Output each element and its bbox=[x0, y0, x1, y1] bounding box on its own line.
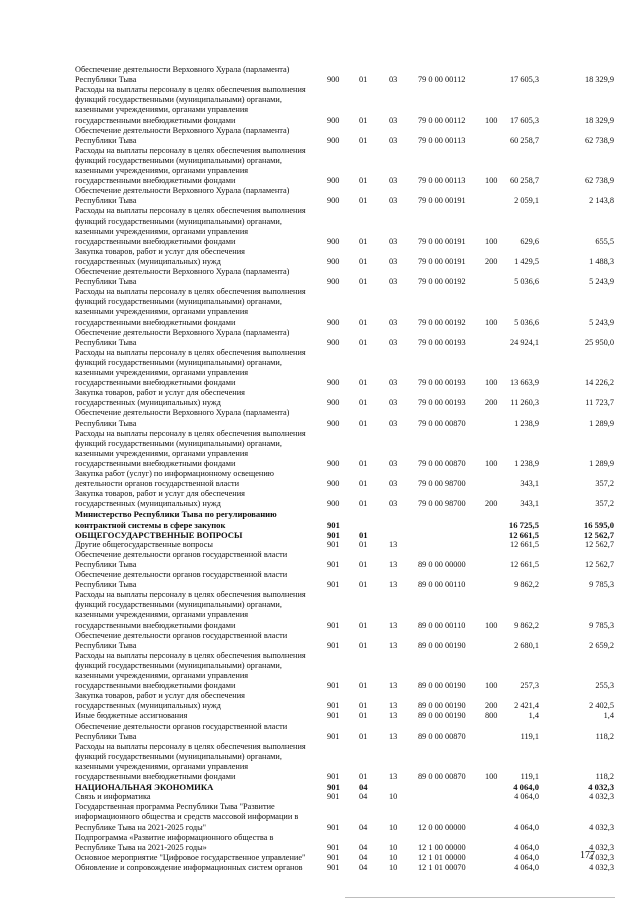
subsection-code: 10 bbox=[389, 862, 398, 872]
target-article-code: 89 0 00 00190 bbox=[418, 640, 466, 650]
amount-year-1: 4 064,0 bbox=[514, 792, 539, 802]
row-name: Республики Тыва bbox=[75, 196, 137, 206]
admin-code: 900 bbox=[327, 398, 340, 408]
row-name: Обеспечение деятельности органов государственной власти bbox=[75, 721, 288, 731]
admin-code: 900 bbox=[327, 317, 340, 327]
row-name: деятельности органов государственной власти bbox=[75, 479, 240, 489]
row-name: Республике Тыва на 2021-2025 годы» bbox=[75, 842, 207, 852]
admin-code: 901 bbox=[327, 822, 340, 832]
expense-type-code: 200 bbox=[485, 398, 498, 408]
row-name: Расходы на выплаты персоналу в целях обеспечения выполнения bbox=[75, 287, 306, 297]
row-name: функций государственными (муниципальными) органами, bbox=[75, 600, 282, 610]
section-code: 01 bbox=[359, 539, 368, 549]
row-name: Расходы на выплаты персоналу в целях обеспечения выполнения bbox=[75, 650, 306, 660]
section-code: 01 bbox=[359, 711, 368, 721]
row-name: Закупка товаров, работ и услуг для обеспечения bbox=[75, 489, 245, 499]
target-article-code: 79 0 00 00191 bbox=[418, 196, 466, 206]
admin-code: 901 bbox=[327, 731, 340, 741]
row-name: Другие общегосударственные вопросы bbox=[75, 539, 213, 549]
row-name: функций государственными (муниципальными) органами, bbox=[75, 357, 282, 367]
row-name: Расходы на выплаты персоналу в целях обеспечения выполнения bbox=[75, 145, 306, 155]
target-article-code: 12 1 01 00070 bbox=[418, 862, 466, 872]
section-code: 01 bbox=[359, 418, 368, 428]
amount-year-1: 12 661,5 bbox=[509, 539, 539, 549]
expense-type-code: 100 bbox=[485, 772, 498, 781]
section-code: 01 bbox=[359, 620, 368, 630]
row-name: Подпрограмма «Развитие информационного общества в bbox=[75, 832, 274, 842]
amount-year-2: 357,2 bbox=[595, 499, 614, 509]
subsection-code: 03 bbox=[389, 115, 398, 125]
amount-year-2: 255,3 bbox=[595, 681, 614, 691]
amount-year-2: 62 738,9 bbox=[584, 176, 614, 186]
subsection-code: 03 bbox=[389, 75, 398, 85]
amount-year-1: 2 680,1 bbox=[514, 640, 539, 650]
amount-year-2: 1 289,9 bbox=[589, 418, 614, 428]
subsection-code: 03 bbox=[389, 236, 398, 246]
section-code: 01 bbox=[359, 256, 368, 266]
target-article-code: 89 0 00 00110 bbox=[418, 580, 466, 590]
amount-year-1: 4 064,0 bbox=[514, 862, 539, 872]
expense-type-code: 100 bbox=[485, 458, 498, 468]
amount-year-1: 4 064,0 bbox=[513, 782, 539, 793]
amount-year-2: 1 488,3 bbox=[589, 256, 614, 266]
amount-year-1: 12 661,5 bbox=[509, 559, 539, 569]
expense-type-code: 200 bbox=[485, 701, 498, 711]
row-name: ОБЩЕГОСУДАРСТВЕННЫЕ ВОПРОСЫ bbox=[75, 529, 243, 540]
admin-code: 900 bbox=[327, 479, 340, 489]
row-name: функций государственными (муниципальными) органами, bbox=[75, 95, 282, 105]
amount-year-1: 629,6 bbox=[520, 236, 539, 246]
expense-type-code: 200 bbox=[485, 499, 498, 509]
section-code: 04 bbox=[359, 842, 368, 852]
amount-year-1: 4 064,0 bbox=[514, 852, 539, 862]
row-name: государственными внебюджетными фондами bbox=[75, 236, 236, 246]
row-name: казенными учреждениями, органами управления bbox=[75, 105, 249, 115]
admin-code: 900 bbox=[327, 378, 340, 388]
row-name: государственных (муниципальных) нужд bbox=[75, 256, 221, 266]
row-name: Обеспечение деятельности органов государственной власти bbox=[75, 570, 288, 579]
row-name: Обеспечение деятельности органов государственной власти bbox=[75, 630, 288, 640]
amount-year-1: 2 059,1 bbox=[514, 196, 539, 206]
row-name: казенными учреждениями, органами управления bbox=[75, 226, 249, 236]
admin-code: 900 bbox=[327, 256, 340, 266]
row-name: Закупка товаров, работ и услуг для обеспечения bbox=[75, 246, 245, 256]
subsection-code: 03 bbox=[389, 317, 398, 327]
amount-year-1: 24 924,1 bbox=[509, 337, 539, 347]
amount-year-2: 655,5 bbox=[595, 236, 614, 246]
expense-type-code: 100 bbox=[485, 620, 498, 630]
row-name: казенными учреждениями, органами управления bbox=[75, 671, 249, 680]
amount-year-2: 1 289,9 bbox=[589, 458, 614, 468]
row-name: Закупка товаров, работ и услуг для обеспечения bbox=[75, 691, 245, 701]
row-name: Республики Тыва bbox=[75, 135, 137, 145]
row-name: Республики Тыва bbox=[75, 640, 137, 650]
amount-year-2: 62 738,9 bbox=[584, 135, 614, 145]
row-name: Связь и информатика bbox=[75, 792, 151, 802]
amount-year-2: 16 595,0 bbox=[583, 519, 614, 530]
subsection-code: 13 bbox=[389, 711, 398, 721]
subsection-code: 13 bbox=[389, 559, 398, 569]
admin-code: 900 bbox=[327, 115, 340, 125]
row-name: государственными внебюджетными фондами bbox=[75, 378, 236, 388]
target-article-code: 79 0 00 00193 bbox=[418, 378, 466, 388]
target-article-code: 12 1 00 00000 bbox=[418, 842, 466, 852]
subsection-code: 03 bbox=[389, 479, 398, 489]
section-code: 04 bbox=[359, 782, 368, 793]
target-article-code: 89 0 00 00190 bbox=[418, 701, 466, 711]
section-code: 04 bbox=[359, 862, 368, 872]
subsection-code: 13 bbox=[389, 731, 398, 741]
amount-year-2: 18 329,9 bbox=[584, 75, 614, 85]
row-name: Расходы на выплаты персоналу в целях обеспечения выполнения bbox=[75, 428, 306, 438]
row-name: государственными внебюджетными фондами bbox=[75, 458, 236, 468]
admin-code: 901 bbox=[327, 862, 340, 872]
row-name: Республики Тыва bbox=[75, 337, 137, 347]
target-article-code: 12 1 01 00000 bbox=[418, 852, 466, 862]
admin-code: 900 bbox=[327, 236, 340, 246]
section-code: 01 bbox=[359, 398, 368, 408]
section-code: 01 bbox=[359, 499, 368, 509]
target-article-code: 79 0 00 00870 bbox=[418, 418, 466, 428]
row-name: Республики Тыва bbox=[75, 277, 137, 287]
amount-year-2: 12 562,7 bbox=[584, 559, 614, 569]
amount-year-1: 9 862,2 bbox=[514, 620, 539, 630]
target-article-code: 89 0 00 00190 bbox=[418, 681, 466, 691]
admin-code: 900 bbox=[327, 337, 340, 347]
row-name: казенными учреждениями, органами управления bbox=[75, 368, 249, 377]
row-name: Обеспечение деятельности Верховного Хурала (парламента) bbox=[75, 65, 290, 74]
target-article-code: 89 0 00 00190 bbox=[418, 711, 466, 721]
subsection-code: 03 bbox=[389, 176, 398, 186]
subsection-code: 13 bbox=[389, 701, 398, 711]
row-name: Расходы на выплаты персоналу в целях обеспечения выполнения bbox=[75, 741, 306, 751]
amount-year-2: 11 723,7 bbox=[585, 398, 614, 408]
subsection-code: 03 bbox=[389, 458, 398, 468]
admin-code: 901 bbox=[327, 580, 340, 590]
amount-year-1: 5 036,6 bbox=[514, 277, 539, 287]
section-code: 01 bbox=[359, 378, 368, 388]
row-name: функций государственными (муниципальными) органами, bbox=[75, 751, 282, 761]
amount-year-1: 5 036,6 bbox=[514, 317, 539, 327]
admin-code: 901 bbox=[327, 782, 340, 793]
subsection-code: 10 bbox=[389, 842, 398, 852]
row-name: Обеспечение деятельности Верховного Хурала (парламента) bbox=[75, 125, 290, 135]
section-code: 01 bbox=[359, 681, 368, 691]
section-code: 01 bbox=[359, 135, 368, 145]
row-name: Республики Тыва bbox=[75, 559, 137, 569]
section-code: 01 bbox=[359, 317, 368, 327]
subsection-code: 03 bbox=[389, 277, 398, 287]
subsection-code: 03 bbox=[389, 398, 398, 408]
section-code: 01 bbox=[359, 701, 368, 711]
row-name: государственными внебюджетными фондами bbox=[75, 620, 236, 630]
amount-year-1: 11 260,3 bbox=[510, 398, 539, 408]
target-article-code: 89 0 00 00000 bbox=[418, 559, 466, 569]
row-name: Республики Тыва bbox=[75, 731, 137, 741]
admin-code: 900 bbox=[327, 418, 340, 428]
admin-code: 901 bbox=[327, 701, 340, 711]
admin-code: 901 bbox=[327, 640, 340, 650]
row-name: Обновление и сопровождение информационных систем органов bbox=[75, 862, 303, 872]
subsection-code: 13 bbox=[389, 620, 398, 630]
row-name: Иные бюджетные ассигнования bbox=[75, 711, 188, 721]
amount-year-1: 4 064,0 bbox=[514, 842, 539, 852]
amount-year-1: 343,1 bbox=[520, 499, 539, 509]
amount-year-2: 18 329,9 bbox=[584, 115, 614, 125]
subsection-code: 03 bbox=[389, 135, 398, 145]
row-name: государственных (муниципальных) нужд bbox=[75, 499, 221, 509]
expense-type-code: 100 bbox=[485, 681, 498, 691]
subsection-code: 13 bbox=[389, 539, 398, 549]
row-name: казенными учреждениями, органами управления bbox=[75, 448, 249, 458]
row-name: Закупка работ (услуг) по информационному освещению bbox=[75, 469, 274, 478]
target-article-code: 79 0 00 00192 bbox=[418, 277, 466, 287]
row-name: казенными учреждениями, органами управления bbox=[75, 307, 249, 317]
section-code: 01 bbox=[359, 196, 368, 206]
row-name: Расходы на выплаты персоналу в целях обеспечения выполнения bbox=[75, 85, 306, 95]
amount-year-1: 16 725,5 bbox=[508, 519, 539, 530]
row-name: Государственная программа Республики Тыва "Развитие bbox=[75, 802, 275, 812]
row-name: функций государственными (муниципальными) органами, bbox=[75, 660, 282, 670]
section-code: 01 bbox=[359, 479, 368, 489]
admin-code: 900 bbox=[327, 135, 340, 145]
amount-year-2: 4 032,3 bbox=[589, 822, 614, 832]
admin-code: 900 bbox=[327, 75, 340, 85]
amount-year-1: 60 258,7 bbox=[509, 176, 539, 186]
admin-code: 901 bbox=[327, 852, 340, 862]
subsection-code: 03 bbox=[389, 418, 398, 428]
section-code: 01 bbox=[359, 115, 368, 125]
admin-code: 900 bbox=[327, 458, 340, 468]
row-name: Расходы на выплаты персоналу в целях обеспечения выполнения bbox=[75, 206, 306, 216]
amount-year-1: 4 064,0 bbox=[514, 822, 539, 832]
admin-code: 900 bbox=[327, 499, 340, 509]
target-article-code: 79 0 00 00112 bbox=[418, 115, 466, 125]
row-name: НАЦИОНАЛЬНАЯ ЭКОНОМИКА bbox=[75, 782, 214, 793]
row-name: государственными внебюджетными фондами bbox=[75, 176, 236, 186]
section-code: 01 bbox=[359, 529, 368, 540]
expense-type-code: 100 bbox=[485, 317, 498, 327]
row-name: государственными внебюджетными фондами bbox=[75, 115, 236, 125]
amount-year-1: 1 429,5 bbox=[514, 256, 539, 266]
target-article-code: 79 0 00 98700 bbox=[418, 479, 466, 489]
row-name: функций государственными (муниципальными) органами, bbox=[75, 438, 282, 448]
amount-year-2: 4 032,3 bbox=[589, 862, 614, 872]
section-code: 01 bbox=[359, 640, 368, 650]
amount-year-1: 13 663,9 bbox=[509, 378, 539, 388]
amount-year-1: 119,1 bbox=[520, 772, 539, 781]
target-article-code: 79 0 00 00191 bbox=[418, 256, 466, 266]
amount-year-1: 17 605,3 bbox=[509, 75, 539, 85]
row-name: функций государственными (муниципальными) органами, bbox=[75, 216, 282, 226]
target-article-code: 79 0 00 00112 bbox=[418, 75, 466, 85]
row-name: Обеспечение деятельности Верховного Хурала (парламента) bbox=[75, 408, 290, 418]
row-name: государственными внебюджетными фондами bbox=[75, 317, 236, 327]
amount-year-1: 60 258,7 bbox=[509, 135, 539, 145]
section-code: 04 bbox=[359, 822, 368, 832]
target-article-code: 79 0 00 00193 bbox=[418, 337, 466, 347]
section-code: 01 bbox=[359, 731, 368, 741]
expense-type-code: 100 bbox=[485, 115, 498, 125]
amount-year-2: 9 785,3 bbox=[589, 580, 614, 590]
subsection-code: 13 bbox=[389, 681, 398, 691]
amount-year-2: 1,4 bbox=[603, 711, 614, 721]
target-article-code: 12 0 00 00000 bbox=[418, 822, 466, 832]
row-name: Республике Тыва на 2021-2025 годы" bbox=[75, 822, 207, 832]
subsection-code: 13 bbox=[389, 640, 398, 650]
row-name: Республики Тыва bbox=[75, 580, 137, 590]
amount-year-1: 17 605,3 bbox=[509, 115, 539, 125]
row-name: государственных (муниципальных) нужд bbox=[75, 701, 221, 711]
amount-year-2: 357,2 bbox=[595, 479, 614, 489]
amount-year-2: 12 562,7 bbox=[584, 539, 614, 549]
section-code: 01 bbox=[359, 580, 368, 590]
admin-code: 901 bbox=[327, 711, 340, 721]
row-name: Республики Тыва bbox=[75, 75, 137, 85]
admin-code: 901 bbox=[327, 539, 340, 549]
target-article-code: 79 0 00 00193 bbox=[418, 398, 466, 408]
row-name: Обеспечение деятельности Верховного Хурала (парламента) bbox=[75, 327, 290, 337]
row-name: Основное мероприятие "Цифровое государственное управление" bbox=[75, 852, 306, 862]
row-name: казенными учреждениями, органами управления bbox=[75, 610, 249, 620]
admin-code: 901 bbox=[327, 519, 340, 530]
subsection-code: 13 bbox=[389, 580, 398, 590]
section-code: 01 bbox=[359, 458, 368, 468]
amount-year-1: 257,3 bbox=[520, 681, 539, 691]
target-article-code: 79 0 00 00113 bbox=[418, 176, 466, 186]
amount-year-2: 4 032,3 bbox=[589, 792, 614, 802]
section-code: 01 bbox=[359, 176, 368, 186]
target-article-code: 89 0 00 00870 bbox=[418, 731, 466, 741]
amount-year-1: 1 238,9 bbox=[514, 458, 539, 468]
target-article-code: 79 0 00 00113 bbox=[418, 135, 466, 145]
subsection-code: 13 bbox=[389, 772, 398, 781]
amount-year-2: 5 243,9 bbox=[589, 277, 614, 287]
amount-year-1: 2 421,4 bbox=[514, 701, 539, 711]
target-article-code: 89 0 00 00870 bbox=[418, 772, 466, 781]
row-name: Министерство Республики Тыва по регулированию bbox=[75, 509, 277, 520]
section-code: 04 bbox=[359, 852, 368, 862]
row-name: Республики Тыва bbox=[75, 418, 137, 428]
admin-code: 900 bbox=[327, 277, 340, 287]
subsection-code: 10 bbox=[389, 822, 398, 832]
subsection-code: 10 bbox=[389, 852, 398, 862]
amount-year-2: 2 402,5 bbox=[589, 701, 614, 711]
amount-year-2: 2 143,8 bbox=[589, 196, 614, 206]
row-name: контрактной системы в сфере закупок bbox=[75, 519, 226, 530]
expense-type-code: 200 bbox=[485, 256, 498, 266]
section-code: 04 bbox=[359, 792, 368, 802]
amount-year-1: 9 862,2 bbox=[514, 580, 539, 590]
section-code: 01 bbox=[359, 236, 368, 246]
amount-year-2: 118,2 bbox=[595, 772, 614, 781]
amount-year-2: 12 562,7 bbox=[583, 529, 614, 540]
subsection-code: 10 bbox=[389, 792, 398, 802]
admin-code: 901 bbox=[327, 792, 340, 802]
row-name: Расходы на выплаты персоналу в целях обеспечения выполнения bbox=[75, 347, 306, 357]
section-code: 01 bbox=[359, 337, 368, 347]
amount-year-1: 12 661,5 bbox=[508, 529, 539, 540]
expense-type-code: 100 bbox=[485, 236, 498, 246]
row-name: функций государственными (муниципальными) органами, bbox=[75, 297, 282, 307]
target-article-code: 79 0 00 00192 bbox=[418, 317, 466, 327]
row-name: казенными учреждениями, органами управления bbox=[75, 166, 249, 175]
target-article-code: 79 0 00 00870 bbox=[418, 458, 466, 468]
amount-year-2: 118,2 bbox=[595, 731, 614, 741]
amount-year-2: 9 785,3 bbox=[589, 620, 614, 630]
admin-code: 900 bbox=[327, 196, 340, 206]
row-name: казенными учреждениями, органами управления bbox=[75, 761, 249, 771]
admin-code: 901 bbox=[327, 681, 340, 691]
admin-code: 901 bbox=[327, 529, 340, 540]
amount-year-1: 1 238,9 bbox=[514, 418, 539, 428]
section-code: 01 bbox=[359, 559, 368, 569]
admin-code: 901 bbox=[327, 620, 340, 630]
target-article-code: 79 0 00 98700 bbox=[418, 499, 466, 509]
subsection-code: 03 bbox=[389, 256, 398, 266]
amount-year-1: 1,4 bbox=[528, 711, 539, 721]
amount-year-2: 4 032,3 bbox=[589, 842, 614, 852]
amount-year-2: 25 950,0 bbox=[584, 337, 614, 347]
row-name: Обеспечение деятельности органов государственной власти bbox=[75, 549, 288, 559]
row-name: государственными внебюджетными фондами bbox=[75, 772, 236, 781]
target-article-code: 79 0 00 00191 bbox=[418, 236, 466, 246]
row-name: Обеспечение деятельности Верховного Хурала (парламента) bbox=[75, 186, 290, 196]
row-name: Закупка товаров, работ и услуг для обеспечения bbox=[75, 388, 245, 398]
expense-type-code: 100 bbox=[485, 378, 498, 388]
subsection-code: 03 bbox=[389, 378, 398, 388]
admin-code: 901 bbox=[327, 842, 340, 852]
amount-year-2: 4 032,3 bbox=[589, 852, 614, 862]
subsection-code: 03 bbox=[389, 499, 398, 509]
amount-year-1: 343,1 bbox=[520, 479, 539, 489]
page-number: 177 bbox=[580, 850, 595, 861]
subsection-code: 03 bbox=[389, 196, 398, 206]
row-name: Обеспечение деятельности Верховного Хурала (парламента) bbox=[75, 267, 290, 276]
section-code: 01 bbox=[359, 277, 368, 287]
target-article-code: 89 0 00 00110 bbox=[418, 620, 466, 630]
admin-code: 900 bbox=[327, 176, 340, 186]
section-code: 01 bbox=[359, 75, 368, 85]
section-code: 01 bbox=[359, 772, 368, 781]
row-name: государственными внебюджетными фондами bbox=[75, 681, 236, 691]
subsection-code: 03 bbox=[389, 337, 398, 347]
row-name: Расходы на выплаты персоналу в целях обеспечения выполнения bbox=[75, 590, 306, 600]
admin-code: 901 bbox=[327, 772, 340, 781]
expense-type-code: 100 bbox=[485, 176, 498, 186]
amount-year-1: 119,1 bbox=[520, 731, 539, 741]
row-name: информационного общества и средств массовой информации в bbox=[75, 812, 299, 822]
amount-year-2: 4 032,3 bbox=[588, 782, 614, 793]
admin-code: 901 bbox=[327, 559, 340, 569]
footer-rule bbox=[345, 897, 615, 898]
amount-year-2: 2 659,2 bbox=[589, 640, 614, 650]
amount-year-2: 5 243,9 bbox=[589, 317, 614, 327]
row-name: функций государственными (муниципальными) органами, bbox=[75, 155, 282, 165]
expense-type-code: 800 bbox=[485, 711, 498, 721]
amount-year-2: 14 226,2 bbox=[584, 378, 614, 388]
row-name: государственных (муниципальных) нужд bbox=[75, 398, 221, 408]
